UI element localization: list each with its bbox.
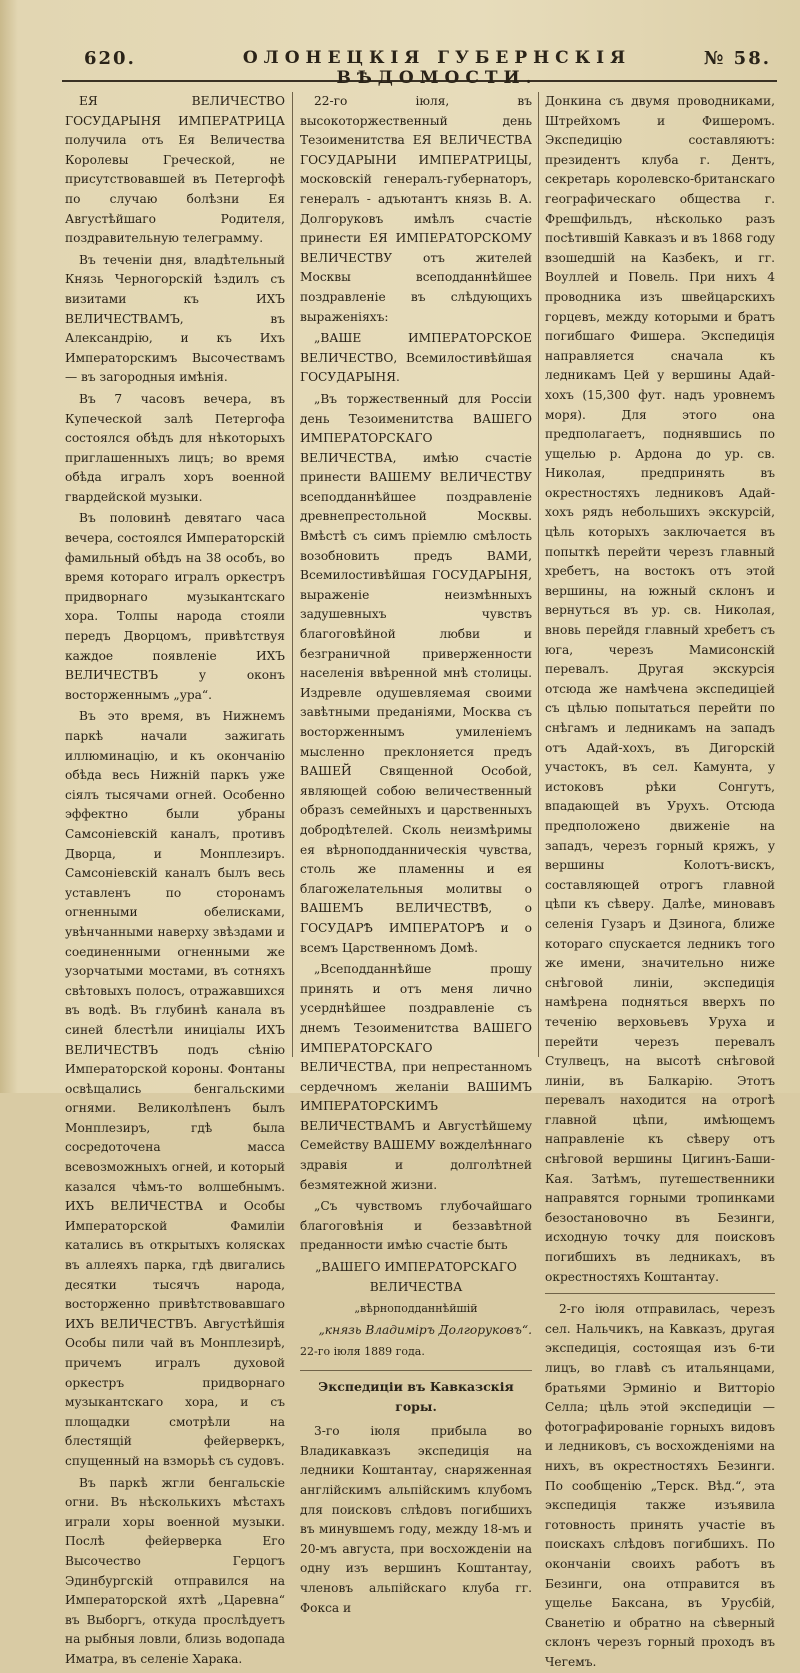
page-number: 620. — [84, 48, 136, 69]
paragraph: Въ теченіи дня, владѣтельный Князь Черногорскій ѣздилъ съ визитами къ ИХЪ ВЕЛИЧЕСТВАМЪ, въ Александрію, и къ Ихъ Императорскимъ Высочествамъ — въ загородныя имѣнія. — [65, 252, 285, 385]
paragraph: Въ 7 часовъ вечера, въ Купеческой залѣ Петергофа состоялся обѣдъ для нѣкоторыхъ приглашенныхъ лицъ; во время обѣда игралъ хоръ военной гвардейской музыки. — [65, 391, 285, 504]
letter-closing: „ВАШЕГО ИМПЕРАТОРСКАГО ВЕЛИЧЕСТВА — [315, 1260, 517, 1294]
paragraph: „Въ торжественный для Россіи день Тезоименитства ВАШЕГО ИМПЕРАТОРСКАГО ВЕЛИЧЕСТВА, имѣю счастіе принести ВАШЕМУ ВЕЛИЧЕСТВУ всеподданнѣйшее поздравленіе древнепрестольной Москвы. Вмѣстѣ съ симъ пріемлю смѣлость возобновить предъ ВАМИ, Всемилостивѣйшая ГОСУДАРЫНЯ, выраженіе неизмѣнныхъ задушевныхъ чувствъ благоговѣйной любви и безграничной приверженности населенія ввѣренной мнѣ столицы. Издревле одушевляемая своими завѣтными преданіями, Москва съ восторженнымъ умиленіемъ мысленно преклоняется предъ ВАШЕЙ Священной Особой, являющей собою величественный образъ семейныхъ и царственныхъ добродѣтелей. Сколь неизмѣримы ея вѣрноподданническія чувства, столь же пламенны и ея благожелательныя молитвы о ВАШЕМЪ ВЕЛИЧЕСТВѢ, о ГОСУДАРѢ ИМПЕРАТОРѢ и о всемъ Царственномъ Домѣ. — [300, 391, 532, 955]
paragraph: Въ это время, въ Нижнемъ паркѣ начали зажигать иллюминацію, и къ окончанію обѣда весь Нижній паркъ уже сіялъ тысячами огней. Особенно эффектно были убраны Самсоніевскій каналъ, противъ Дворца, и Монплезиръ. Самсоніевскій каналъ былъ весь уставленъ по сторонамъ огненными обелисками, увѣнчанными наверху звѣздами и соединенными огненными же узорчатыми мостами, въ сотняхъ свѣтовыхъ полосъ, отражавшихся въ водѣ. Въ глубинѣ канала въ синей блестѣли иниціалы ИХЪ ВЕЛИЧЕСТВЪ подъ сѣнію Императорской короны. Фонтаны освѣщались бенгальскими огнями. Великолѣпенъ былъ Монплезиръ, гдѣ была сосредоточена масса всевозможныхъ огней, и который казался чѣмъ-то волшебнымъ. ИХЪ ВЕЛИЧЕСТВА и Особы Императорской Фамиліи катались въ открытыхъ колясках въ аллеяхъ парка, гдѣ двигались десятки тысячъ народа, восторженно привѣтствовавшаго ИХЪ ВЕЛИЧЕСТВЪ. Августѣйшія Особы пили чай въ Монплезирѣ, причемъ игралъ духовой оркестръ придворнаго музыкантскаго хора, и съ площадки смотрѣли на блестящій фейерверкъ, спущенный на взморьѣ съ судовъ. — [65, 709, 285, 1468]
paragraph: „Всеподданнѣйше прошу принять и отъ меня лично усерднѣйшее поздравленіе съ днемъ Тезоименитства ВАШЕГО ИМПЕРАТОРСКАГО ВЕЛИЧЕСТВА, при непрестанномъ сердечномъ желаніи ВАШИМЪ ИМПЕРАТОРСКИМЪ ВЕЛИЧЕСТВАМЪ и Августѣйшему Семейству ВАШЕМУ вожделѣннаго здравія и долголѣтней безмятежной жизни. — [300, 962, 532, 1192]
paragraph: 2-го іюля отправилась, черезъ сел. Нальчикъ, на Кавказъ, другая экспедиція, состоящая изъ 6-ти лицъ, во главѣ съ итальянцами, братьями Эрминіо и Витторіо Селла; цѣль этой экспедиціи — фотографированіе горныхъ видовъ и ледниковъ, съ восхожденіями на нихъ, въ окрестностяхъ Безинги. По сообщенію „Терск. Вѣд.“, эта экспедиція также изъявила готовность принять участіе въ поискахъ слѣдовъ погибшихъ. По окончаніи своихъ работъ въ Безинги, она отправится въ ущелье Баксана, въ Урусбій, Сванетію и обратно на сѣверный склонъ черезъ горный проходъ въ Чегемъ. — [545, 1302, 775, 1669]
issue-number: № 58. — [703, 48, 771, 69]
paragraph: Въ паркѣ жгли бенгальскіе огни. Въ нѣсколькихъ мѣстахъ играли хоры военной музыки. Послѣ фейерверка Его Высочество Герцогъ Эдинбургскій отправился на Императорской яхтѣ „Царевна“ въ Выборгъ, откуда прослѣдуетъ на рыбныя ловли, близь водопада Иматра, въ селеніе Харака. — [65, 1475, 285, 1666]
text-column-1 — [65, 92, 285, 1666]
text-column-3 — [545, 92, 775, 1669]
column-divider — [292, 92, 293, 1057]
paragraph: 3-го іюля прибыла во Владикавказъ экспедиція на ледники Коштантау, снаряженная англійскимъ альпійскимъ клубомъ для поисковъ слѣдовъ погибшихъ въ минувшемъ году, между 18-мъ и 20-мъ августа, при восхожденіи на одну изъ вершинъ Коштантау, членовъ альпійскаго клуба гг. Фокса и — [300, 1424, 532, 1615]
paragraph: „Съ чувствомъ глубочайшаго благоговѣнія и беззавѣтной преданности имѣю счастіе быть — [300, 1199, 532, 1253]
signature: „князь Владиміръ Долгоруковъ“. — [318, 1322, 532, 1337]
column-divider — [538, 92, 539, 1057]
text-column-2 — [300, 92, 532, 1615]
letter-closing-subscription: „вѣрноподданнѣйшій — [354, 1302, 478, 1316]
paragraph: ЕЯ ВЕЛИЧЕСТВО ГОСУДАРЫНЯ ИМПЕРАТРИЦА получила отъ Ея Величества Королевы Греческой, не присутствовавшей въ Петергофѣ по случаю болѣзни Ея Августѣйшаго Родителя, поздравительную телеграмму. — [65, 94, 285, 246]
paragraph: Донкина съ двумя проводниками, Штрейхомъ и Фишеромъ. Экспедицію составляютъ: президентъ клуба г. Дентъ, секретарь королевско-британскаго географическаго общества г. Фрешфильдъ, нѣсколько разъ посѣтившій Кавказъ и въ 1868 году взошедшій на Казбекъ, и гг. Воуллей и Повель. При нихъ 4 проводника изъ швейцарскихъ горцевъ, между которыми и братъ погибшаго Фишера. Экспедиція направляется сначала къ ледникамъ Цей у вершины Адай-хохъ (15,300 фут. надъ уровнемъ моря). Для этого она предполагаетъ, поднявшись по ущелью р. Ардона до ур. св. Николая, предпринять въ окрестностяхъ ледниковъ Адай-хохъ рядъ небольшихъ экскурсій, цѣль которыхъ заключается въ попыткѣ перейти черезъ главный хребетъ, на востокъ отъ этой вершины, на южный склонъ и вернуться въ ур. св. Николая, вновь перейдя главный хребетъ съ юга, черезъ Мамисонскій перевалъ. Другая экскурсія отсюда же намѣчена экспедиціей съ цѣлью попытаться перейти по снѣгамъ и ледникамъ на западъ отъ Адай-хохъ, въ Дигорскій участокъ, въ сел. Камунта, у истоковъ рѣки Сонгутъ, впадающей въ Урухъ. Отсюда предположено движеніе на западъ, черезъ горный кряжъ, у вершины Колотъ-вискъ, составляющей отрогъ главной цѣпи къ сѣверу. Далѣе, миновавъ селенія Гузаръ и Дзинога, ближе котораго спускается ледникъ того же имени, значительно ниже снѣговой линіи, экспедиція намѣрена подняться вверхъ по теченію верховьевъ Уруха и перейти черезъ перевалъ Стулвецъ, на высотѣ снѣговой линіи, въ Балкарію. Этотъ перевалъ находится на отрогѣ главной цѣпи, имѣющемъ направленіе къ сѣверу отъ снѣговой вершины Цигинъ-Баши-Кая. Затѣмъ, путешественники направятся горными тропинками безостановочно въ Безинги, исходную точку для поисковъ погибшихъ въ ледникахъ, въ окрестностяхъ Коштантау. — [545, 94, 775, 1284]
address-greeting: „ВАШЕ ИМПЕРАТОРСКОЕ ВЕЛИЧЕСТВО, Всемилостивѣйшая ГОСУДАРЫНЯ. — [300, 331, 532, 385]
paragraph-separator — [545, 1293, 775, 1294]
newspaper-title: ОЛОНЕЦКІЯ ГУБЕРНСКІЯ ВѢДОМОСТИ. — [242, 48, 632, 88]
letter-date: 22-го іюля 1889 года. — [300, 1345, 425, 1359]
page-header — [62, 44, 777, 88]
section-heading: Экспедиціи въ Кавказскія горы. — [300, 1370, 532, 1416]
paragraph: 22-го іюля, въ высокоторжественный день Тезоименитства ЕЯ ВЕЛИЧЕСТВА ГОСУДАРЫНИ ИМПЕРАТРИЦЫ, московскій генералъ-губернаторъ, генералъ - адъютантъ князь В. А. Долгоруковъ имѣлъ счастіе принести ЕЯ ИМПЕРАТОРСКОМУ ВЕЛИЧЕСТВУ отъ жителей Москвы всеподданнѣйшее поздравленіе въ слѣдующихъ выраженіяхъ: — [300, 94, 532, 324]
paragraph: Въ половинѣ девятаго часа вечера, состоялся Императорскій фамильный обѣдъ на 38 особъ, во время котораго игралъ оркестръ придворнаго музыкантскаго хора. Толпы народа стояли передъ Дворцомъ, привѣтствуя каждое появленіе ИХЪ ВЕЛИЧЕСТВЪ у оконъ восторженнымъ „ура“. — [65, 511, 285, 702]
